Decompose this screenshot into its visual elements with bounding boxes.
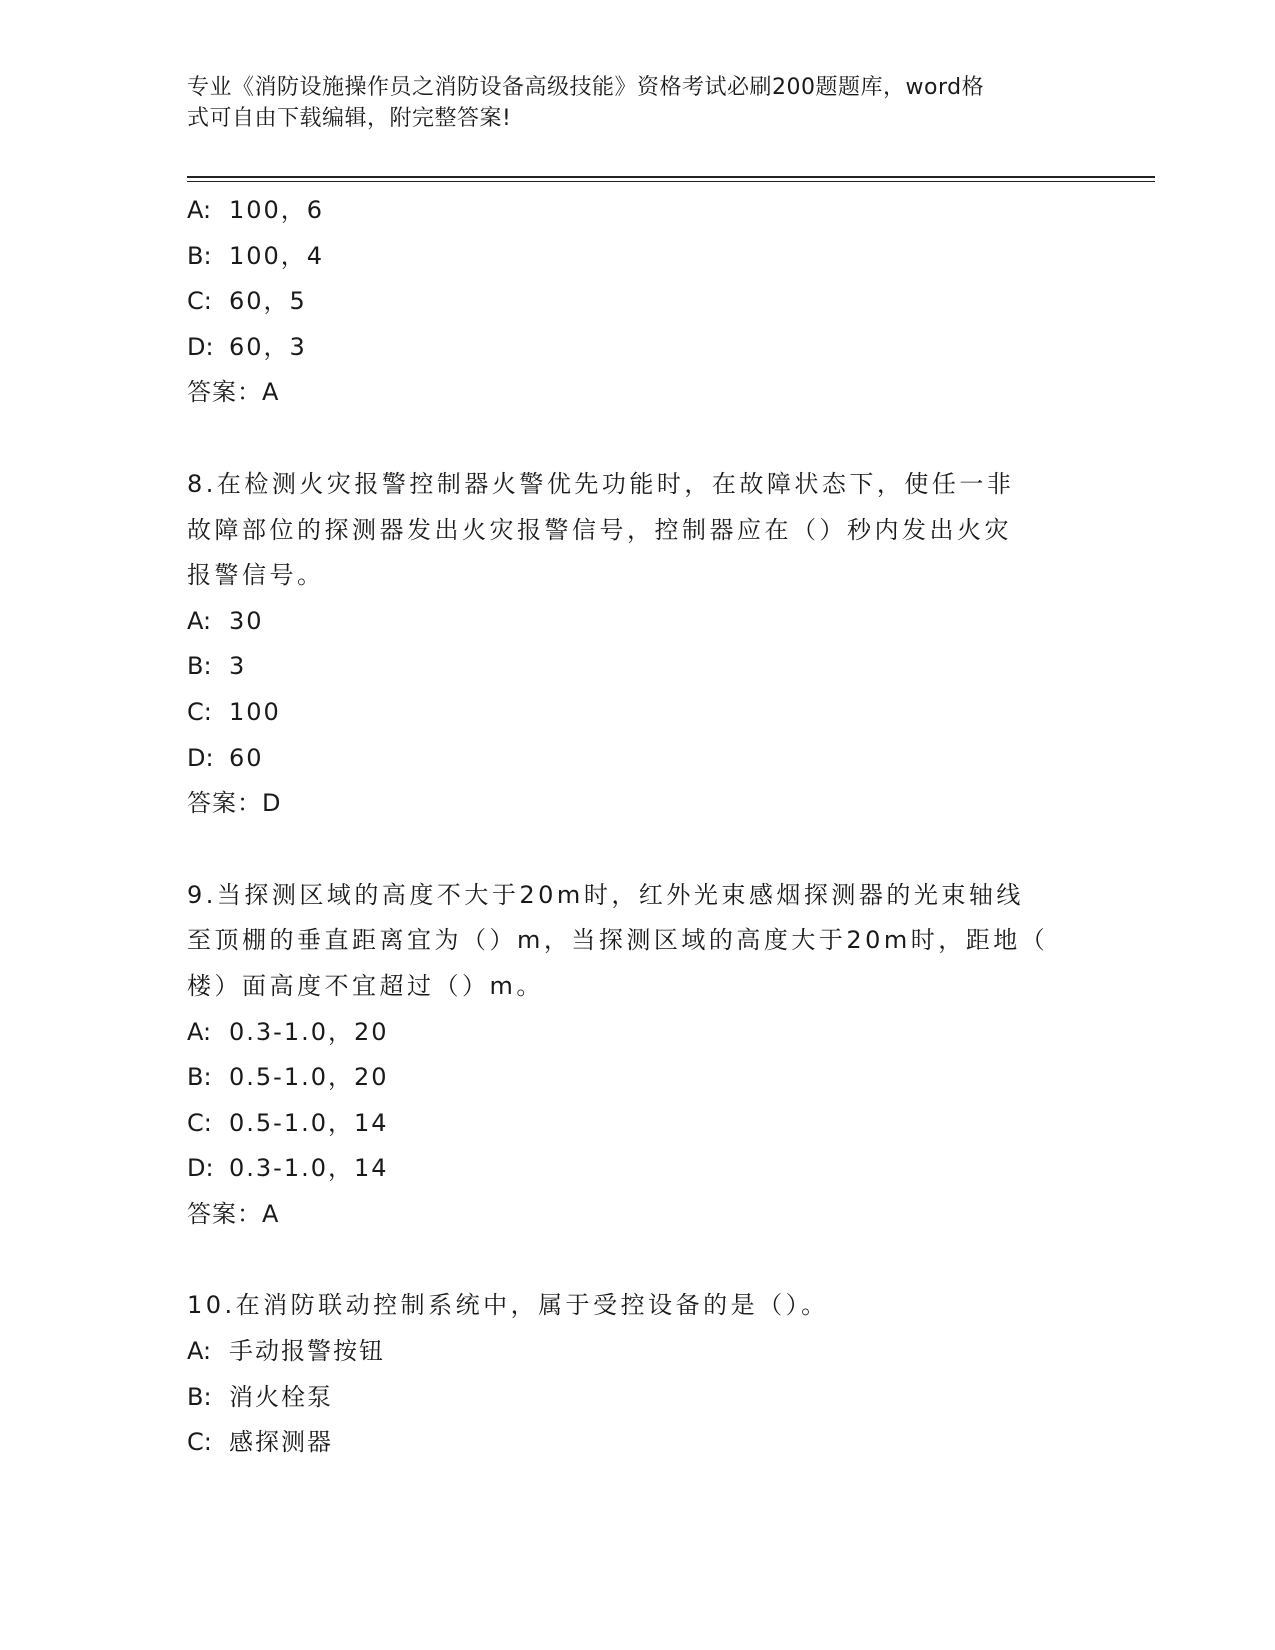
option-a: A: 手动报警按钮 xyxy=(187,1337,385,1366)
option-a: A: 0.3-1.0，20 xyxy=(187,1017,389,1046)
question-stem: 9.当探测区域的高度不大于20m时，红外光束感烟探测器的光束轴线 至顶棚的垂直距离宜为（）m，当探测区域的高度大于20m时，距地（ 楼）面高度不宜超过（）m。 xyxy=(187,880,1049,1000)
option-b: B: 3 xyxy=(187,652,247,681)
option-a: A: 100，6 xyxy=(187,196,325,224)
option-c: C: 60，5 xyxy=(187,287,307,316)
answer-line: 答案：D xyxy=(187,789,282,818)
question-9 xyxy=(187,873,1087,1238)
option-c: C: 100 xyxy=(187,697,281,726)
header-rule-thin xyxy=(187,181,1155,182)
option-d: D: 60，3 xyxy=(187,332,307,361)
option-c: C: 感探测器 xyxy=(187,1428,333,1457)
document-header xyxy=(187,72,1067,134)
question-7 xyxy=(187,188,1087,416)
option-b: B: 100，4 xyxy=(187,241,325,270)
question-list xyxy=(187,188,1087,1466)
option-c: C: 0.5-1.0，14 xyxy=(187,1108,389,1137)
question-stem: 8.在检测火灾报警控制器火警优先功能时，在故障状态下，使任一非 故障部位的探测器发出火灾报警信号，控制器应在（）秒内发出火灾 报警信号。 xyxy=(187,469,1015,590)
answer-line: 答案：A xyxy=(187,1199,280,1228)
header-line-1: 专业《消防设施操作员之消防设备高级技能》资格考试必刷200题题库，word格 xyxy=(187,75,985,100)
option-b: B: 0.5-1.0，20 xyxy=(187,1063,389,1092)
header-line-2: 式可自由下载编辑，附完整答案! xyxy=(187,106,512,131)
question-8 xyxy=(187,462,1087,827)
question-stem: 10.在消防联动控制系统中，属于受控设备的是（）。 xyxy=(187,1291,829,1320)
option-a: A: 30 xyxy=(187,606,264,635)
option-d: D: 60 xyxy=(187,743,264,772)
answer-line: 答案：A xyxy=(187,378,280,407)
question-10 xyxy=(187,1283,1087,1465)
option-b: B: 消火栓泵 xyxy=(187,1382,333,1411)
option-d: D: 0.3-1.0，14 xyxy=(187,1154,389,1183)
header-rule-thick xyxy=(187,176,1155,178)
